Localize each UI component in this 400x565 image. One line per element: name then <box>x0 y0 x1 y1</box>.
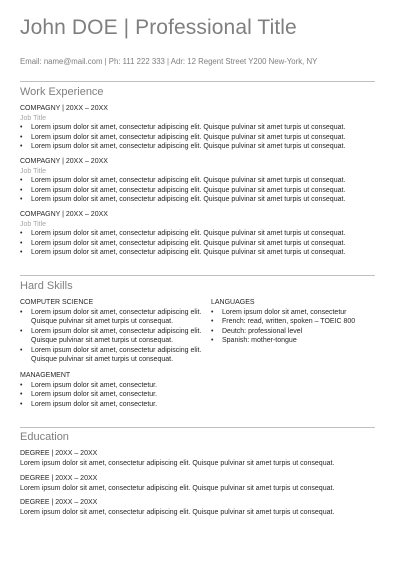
skill-group-heading: LANGUAGES <box>211 299 255 306</box>
list-item: • French: read, written, spoken – TOEIC 800 <box>211 317 355 327</box>
job-company: COMPAGNY | 20XX – 20XX <box>20 105 108 112</box>
skill-bullets <box>211 308 355 346</box>
list-item: • Lorem ipsum dolor sit amet, consectetur adipiscing elit. Quisque pulvinar sit amet turpis ut consequat. <box>20 346 202 365</box>
job-title: Job Title <box>20 167 47 175</box>
list-item: • Lorem ipsum dolor sit amet, consectetur adipiscing elit. Quisque pulvinar sit amet turpis ut consequat. <box>20 327 202 346</box>
contact-line: Email: name@mail.com | Ph: 111 222 333 | Adr: 12 Regent Street Y200 New-York, NY <box>20 57 318 66</box>
section-title-hard-skills: Hard Skills <box>20 280 73 292</box>
section-divider <box>20 427 375 428</box>
list-item: • Spanish: mother-tongue <box>211 336 355 346</box>
list-item: • Lorem ipsum dolor sit amet, consectetur adipiscing elit. Quisque pulvinar sit amet turpis ut consequat. <box>20 133 345 143</box>
skill-group-languages <box>211 298 355 346</box>
job-title: Job Title <box>20 114 47 122</box>
skill-bullets <box>20 381 157 410</box>
job-entry <box>20 157 345 205</box>
skill-group-computer-science <box>20 298 202 365</box>
skill-group-management <box>20 371 157 409</box>
education-entry <box>20 474 334 493</box>
education-degree: DEGREE | 20XX – 20XX <box>20 499 98 506</box>
education-description: Lorem ipsum dolor sit amet, consectetur adipiscing elit. Quisque pulvinar sit amet turpis ut consequat. <box>20 459 335 467</box>
resume-name-title: John DOE | Professional Title <box>20 16 297 39</box>
job-entry <box>20 104 345 152</box>
job-company: COMPAGNY | 20XX – 20XX <box>20 158 108 165</box>
skill-group-heading: COMPUTER SCIENCE <box>20 299 94 306</box>
list-item: • Lorem ipsum dolor sit amet, consectetur adipiscing elit. Quisque pulvinar sit amet turpis ut consequat. <box>20 123 345 133</box>
list-item: • Lorem ipsum dolor sit amet, consectetur adipiscing elit. Quisque pulvinar sit amet turpis ut consequat. <box>20 308 202 327</box>
list-item: • Lorem ipsum dolor sit amet, consectetur adipiscing elit. Quisque pulvinar sit amet turpis ut consequat. <box>20 186 345 196</box>
education-degree: DEGREE | 20XX – 20XX <box>20 450 98 457</box>
header-divider <box>20 81 375 82</box>
list-item: • Lorem ipsum dolor sit amet, consectetur <box>211 308 355 318</box>
section-divider <box>20 275 375 276</box>
list-item: • Lorem ipsum dolor sit amet, consectetur adipiscing elit. Quisque pulvinar sit amet turpis ut consequat. <box>20 142 345 152</box>
list-item: • Lorem ipsum dolor sit amet, consectetur. <box>20 400 157 410</box>
job-bullets <box>20 176 345 205</box>
list-item: • Lorem ipsum dolor sit amet, consectetur. <box>20 390 157 400</box>
list-item: • Lorem ipsum dolor sit amet, consectetur adipiscing elit. Quisque pulvinar sit amet turpis ut consequat. <box>20 229 345 239</box>
education-entry <box>20 498 334 517</box>
list-item: • Lorem ipsum dolor sit amet, consectetur adipiscing elit. Quisque pulvinar sit amet turpis ut consequat. <box>20 239 345 249</box>
education-entry <box>20 449 334 468</box>
list-item: • Lorem ipsum dolor sit amet, consectetur. <box>20 381 157 391</box>
skill-bullets <box>20 308 202 365</box>
education-description: Lorem ipsum dolor sit amet, consectetur adipiscing elit. Quisque pulvinar sit amet turpis ut consequat. <box>20 508 335 516</box>
list-item: • Lorem ipsum dolor sit amet, consectetur adipiscing elit. Quisque pulvinar sit amet turpis ut consequat. <box>20 195 345 205</box>
job-company: COMPAGNY | 20XX – 20XX <box>20 211 108 218</box>
section-title-education: Education <box>20 431 69 443</box>
job-entry <box>20 210 345 258</box>
skill-group-heading: MANAGEMENT <box>20 372 71 379</box>
section-title-work-experience: Work Experience <box>20 86 104 98</box>
list-item: • Lorem ipsum dolor sit amet, consectetur adipiscing elit. Quisque pulvinar sit amet turpis ut consequat. <box>20 248 345 258</box>
education-description: Lorem ipsum dolor sit amet, consectetur adipiscing elit. Quisque pulvinar sit amet turpis ut consequat. <box>20 484 335 492</box>
job-bullets <box>20 123 345 152</box>
list-item: • Deutch: professional level <box>211 327 355 337</box>
education-degree: DEGREE | 20XX – 20XX <box>20 475 98 482</box>
job-title: Job Title <box>20 220 47 228</box>
list-item: • Lorem ipsum dolor sit amet, consectetur adipiscing elit. Quisque pulvinar sit amet turpis ut consequat. <box>20 176 345 186</box>
job-bullets <box>20 229 345 258</box>
